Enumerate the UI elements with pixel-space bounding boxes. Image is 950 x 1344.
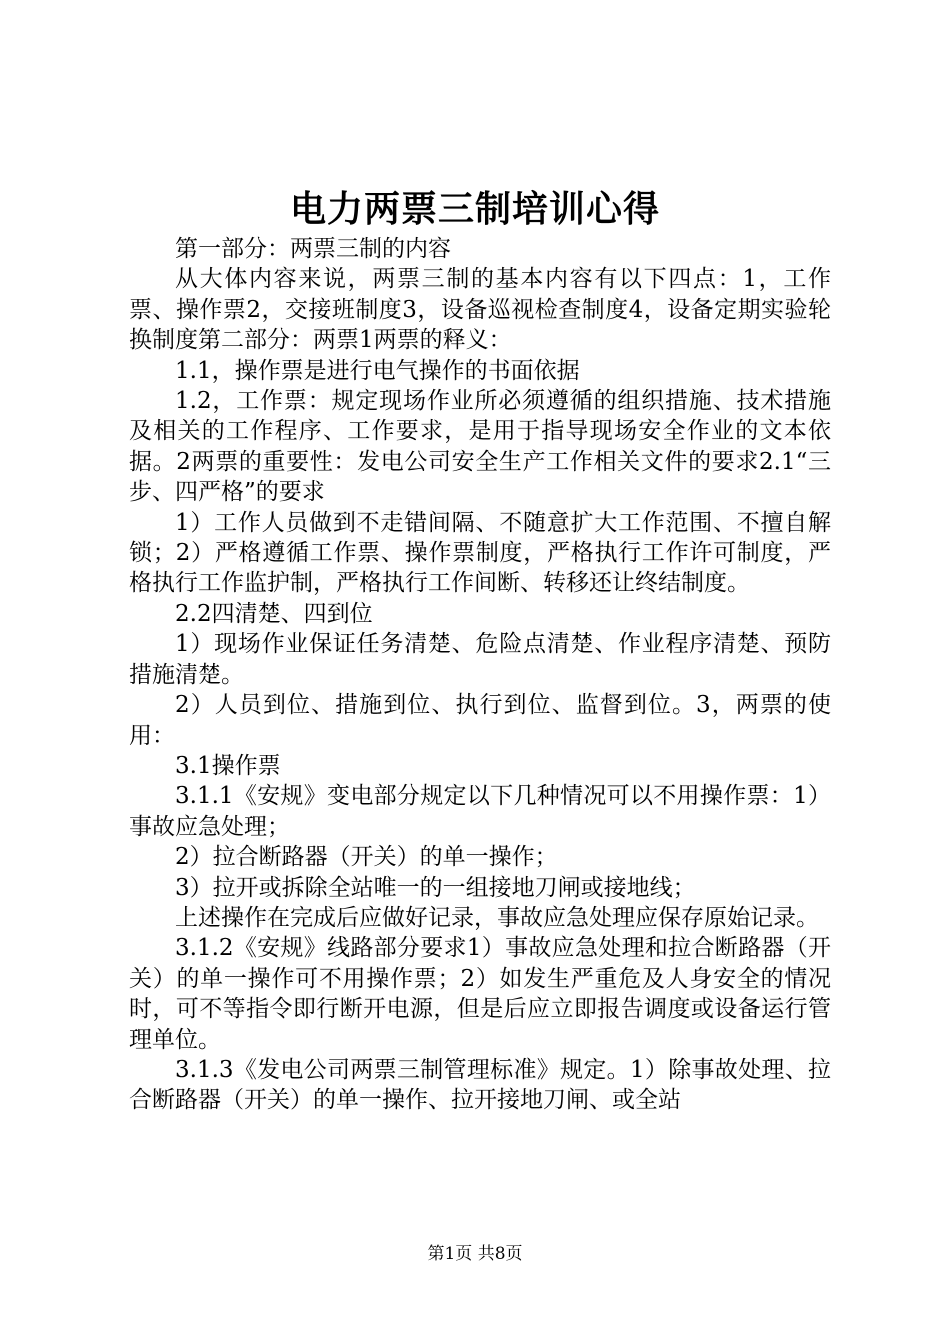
page-number-footer: 第1页 共8页 — [427, 1244, 523, 1264]
paragraph: 2）拉合断路器（开关）的单一操作； — [175, 844, 558, 871]
paragraph: 第一部分：两票三制的内容 — [175, 236, 451, 262]
paragraph: 从大体内容来说，两票三制的基本内容有以下四点：1，工作票、操作票2，交接班制度3，设备巡视检查制度4，设备定期实验轮换制度第二部分：两票1两票的释义： — [129, 266, 831, 354]
paragraph: 1.1，操作票是进行电气操作的书面依据 — [175, 357, 580, 384]
paragraph: 2.2四清楚、四到位 — [175, 600, 373, 627]
paragraph: 3.1.3《发电公司两票三制管理标准》规定。1）除事故处理、拉合断路器（开关）的单一操作、拉开接地刀闸、或全站 — [129, 1056, 831, 1114]
paragraph: 3）拉开或拆除全站唯一的一组接地刀闸或接地线； — [175, 874, 696, 901]
paragraph: 3.1操作票 — [175, 752, 281, 779]
paragraph: 3.1.2《安规》线路部分要求1）事故应急处理和拉合断路器（开关）的单一操作可不用操作票；2）如发生严重危及人身安全的情况时，可不等指令即行断开电源，但是后应立即报告调度或设备运行管理单位。 — [129, 935, 831, 1053]
paragraph: 1）工作人员做到不走错间隔、不随意扩大工作范围、不擅自解锁；2）严格遵循工作票、操作票制度，严格执行工作许可制度，严格执行工作监护制，严格执行工作间断、转移还让终结制度。 — [129, 509, 831, 597]
paragraph: 1）现场作业保证任务清楚、危险点清楚、作业程序清楚、预防措施清楚。 — [129, 631, 831, 688]
paragraph: 上述操作在完成后应做好记录，事故应急处理应保存原始记录。 — [175, 904, 819, 931]
document-title: 电力两票三制培训心得 — [289, 188, 660, 230]
paragraph: 2）人员到位、措施到位、执行到位、监督到位。3，两票的使用： — [129, 692, 831, 749]
paragraph: 3.1.1《安规》变电部分规定以下几种情况可以不用操作票：1）事故应急处理； — [129, 783, 831, 840]
paragraph: 1.2，工作票：规定现场作业所必须遵循的组织措施、技术措施及相关的工作程序、工作要求，是用于指导现场安全作业的文本依据。2两票的重要性：发电公司安全生产工作相关文件的要求2.1“三步、四严格”的要求 — [129, 388, 831, 506]
document-body — [129, 234, 831, 1116]
